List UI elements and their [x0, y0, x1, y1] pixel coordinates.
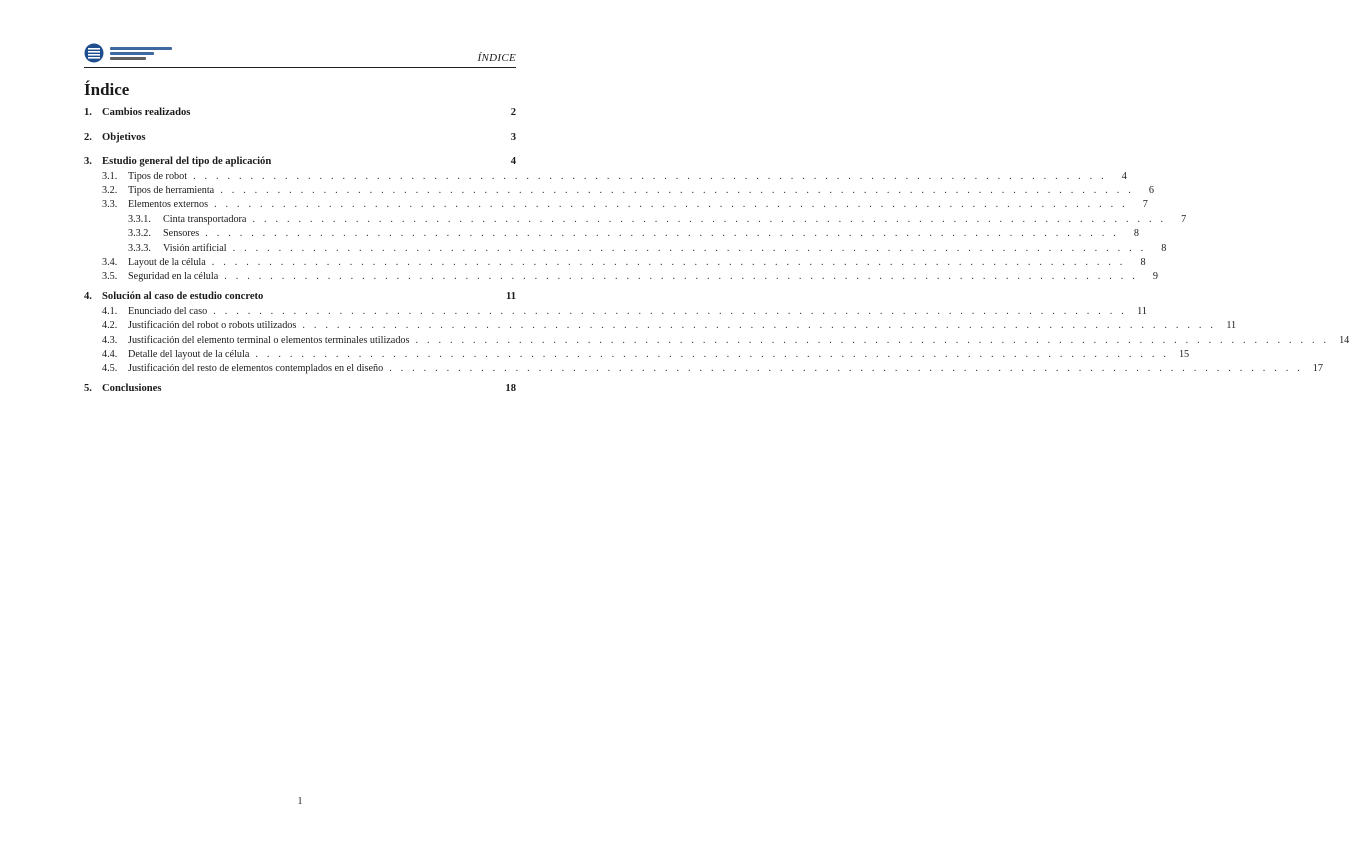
running-head: ÍNDICE	[477, 52, 516, 64]
toc-entry-page: 7	[1142, 199, 1148, 211]
toc-entry-number: 3.3.	[102, 199, 118, 211]
toc-entry-title[interactable]: Sensores	[163, 228, 200, 240]
page-header	[84, 42, 516, 66]
toc-entry-title[interactable]: Cambios realizados	[102, 107, 191, 118]
toc-entry-title[interactable]: Tipos de herramienta	[128, 184, 215, 196]
toc-entry-number: 4.2.	[102, 320, 118, 332]
toc-entry-page: 2	[510, 107, 516, 118]
toc-entry-page: 18	[505, 383, 516, 395]
toc-entry-page: 7	[1181, 213, 1187, 225]
toc-leader-dots: . . . . . . . . . . . . . . . . . . . . . . . . . . . . . . . . . . . . . . . . . . . . . . . . . . . . . . . . . . . . . . . . . . . . . . . . . . . . . . . .	[211, 256, 1126, 268]
toc-entry-number: 5.	[84, 383, 92, 395]
toc-entry-number: 3.3.3.	[128, 242, 151, 254]
toc-leader-dots: . . . . . . . . . . . . . . . . . . . . . . . . . . . . . . . . . . . . . . . . . . . . . . . . . . . . . . . . . . . . . . . . . . . . . . . . . . . . . . . .	[232, 242, 1147, 254]
toc-entry-title[interactable]: Tipos de robot	[128, 170, 188, 182]
toc-section-entry[interactable]	[84, 320, 1237, 332]
toc-leader-dots: . . . . . . . . . . . . . . . . . . . . . . . . . . . . . . . . . . . . . . . . . . . . . . . . . . . . . . . . . . . . . . . . . . . . . . . . . . . . . . . .	[389, 363, 1303, 375]
toc-leader-dots: . . . . . . . . . . . . . . . . . . . . . . . . . . . . . . . . . . . . . . . . . . . . . . . . . . . . . . . . . . . . . . . . . . . . . . . . . . . . . . . .	[224, 271, 1139, 283]
toc-entry-number: 4.4.	[102, 349, 118, 360]
toc-section-entry[interactable]	[84, 271, 1159, 283]
toc-entry-title[interactable]: Justificación del elemento terminal o elementos terminales utilizados	[128, 334, 410, 346]
toc-leader-dots: . . . . . . . . . . . . . . . . . . . . . . . . . . . . . . . . . . . . . . . . . . . . . . . . . . . . . . . . . . . . . . . . . . . . . . . . . . . . . . . .	[205, 228, 1119, 240]
toc-leader-dots: . . . . . . . . . . . . . . . . . . . . . . . . . . . . . . . . . . . . . . . . . . . . . . . . . . . . . . . . . . . . . . . . . . . . . . . . . . . . . . . .	[213, 305, 1127, 317]
toc-entry-page: 17	[1312, 363, 1323, 375]
university-logo	[84, 42, 194, 64]
toc-entry-title[interactable]: Solución al caso de estudio concreto	[102, 291, 264, 303]
toc-entry-number: 3.3.1.	[128, 213, 151, 225]
toc-entry-title[interactable]: Elementos externos	[128, 199, 209, 211]
toc-entry-number: 3.5.	[102, 271, 118, 283]
toc-entry-title[interactable]: Seguridad en la célula	[128, 271, 219, 283]
toc-entry-number: 4.	[84, 291, 92, 303]
toc-entry-page: 8	[1140, 256, 1146, 268]
toc-entry-title[interactable]: Estudio general del tipo de aplicación	[102, 156, 272, 167]
toc-section-entry[interactable]	[84, 363, 1323, 375]
toc-entry-title[interactable]: Justificación del resto de elementos contemplados en el diseño	[128, 363, 384, 375]
toc-chapter-entry[interactable]	[84, 383, 516, 394]
toc-entry-title[interactable]: Conclusiones	[102, 383, 162, 395]
toc-leader-dots: . . . . . . . . . . . . . . . . . . . . . . . . . . . . . . . . . . . . . . . . . . . . . . . . . . . . . . . . . . . . . . . . . . . . . . . . . . . . . . . .	[193, 170, 1107, 182]
toc-chapter-entry[interactable]	[84, 132, 516, 143]
toc-section-entry[interactable]	[84, 349, 1190, 360]
toc-entry-number: 3.4.	[102, 256, 118, 268]
toc-entry-number: 4.1.	[102, 305, 118, 317]
university-logo-icon	[84, 43, 104, 63]
toc-entry-page: 4	[1121, 170, 1127, 182]
toc-section-entry[interactable]	[84, 184, 1154, 196]
toc-entry-page: 14	[1339, 334, 1349, 346]
page-number: 1	[297, 796, 303, 807]
toc-entry-number: 4.5.	[102, 363, 118, 375]
toc-leader-dots: . . . . . . . . . . . . . . . . . . . . . . . . . . . . . . . . . . . . . . . . . . . . . . . . . . . . . . . . . . . . . . . . . . . . . . . . . . . . . . . .	[220, 184, 1134, 196]
toc-chapter-entry[interactable]	[84, 156, 516, 167]
toc-entry-page: 4	[510, 156, 516, 167]
toc-section-entry[interactable]	[84, 242, 1167, 254]
toc-entry-title[interactable]: Visión artificial	[163, 242, 227, 254]
toc-section-entry[interactable]	[84, 199, 1148, 211]
toc-section-entry[interactable]	[84, 170, 1127, 182]
toc-leader-dots: . . . . . . . . . . . . . . . . . . . . . . . . . . . . . . . . . . . . . . . . . . . . . . . . . . . . . . . . . . . . . . . . . . . . . . . . . . . . . . . .	[302, 320, 1217, 332]
toc-entry-number: 1.	[84, 107, 92, 118]
toc-chapter-entry[interactable]	[84, 107, 516, 118]
toc-entry-page: 15	[1178, 349, 1190, 360]
toc-entry-title[interactable]: Justificación del robot o robots utilizados	[128, 320, 297, 332]
toc-section-entry[interactable]	[84, 228, 1139, 240]
toc-entry-number: 3.2.	[102, 184, 118, 196]
toc-entry-number: 3.3.2.	[128, 228, 151, 240]
toc-entry-page: 8	[1161, 242, 1167, 254]
toc-entry-page: 9	[1152, 271, 1159, 283]
toc-entry-page: 6	[1148, 184, 1154, 196]
toc-entry-number: 3.1.	[102, 170, 118, 182]
toc-leader-dots: . . . . . . . . . . . . . . . . . . . . . . . . . . . . . . . . . . . . . . . . . . . . . . . . . . . . . . . . . . . . . . . . . . . . . . . . . . . . . . . .	[252, 213, 1167, 225]
toc-entry-title[interactable]: Detalle del layout de la célula	[128, 349, 250, 360]
toc-entry-title[interactable]: Objetivos	[102, 131, 146, 143]
toc-entry-number: 3.	[84, 156, 92, 167]
header-rule	[84, 67, 516, 68]
toc-leader-dots: . . . . . . . . . . . . . . . . . . . . . . . . . . . . . . . . . . . . . . . . . . . . . . . . . . . . . . . . . . . . . . . . . . . . . . . . . . . . . . . .	[214, 199, 1128, 211]
toc-entry-page: 11	[1137, 305, 1147, 317]
toc-entry-title[interactable]: Cinta transportadora	[163, 213, 247, 225]
toc-entry-number: 4.3.	[102, 334, 118, 346]
toc-section-entry[interactable]	[84, 334, 1349, 346]
toc-entry-page: 11	[505, 291, 516, 303]
toc-entry-number: 2.	[84, 131, 92, 143]
toc-chapter-entry[interactable]	[84, 291, 516, 302]
toc-section-entry[interactable]	[84, 213, 1187, 225]
toc-title: Índice	[84, 80, 130, 99]
toc-entry-title[interactable]: Layout de la célula	[128, 256, 206, 268]
toc-leader-dots: . . . . . . . . . . . . . . . . . . . . . . . . . . . . . . . . . . . . . . . . . . . . . . . . . . . . . . . . . . . . . . . . . . . . . . . . . . . . . . . .	[255, 349, 1170, 360]
toc-entry-page: 3	[510, 131, 516, 143]
toc-entry-page: 11	[1226, 320, 1237, 332]
toc-entry-page: 8	[1133, 228, 1139, 240]
toc-entry-title[interactable]: Enunciado del caso	[128, 305, 208, 317]
toc-section-entry[interactable]	[84, 305, 1147, 317]
logo-wordmark	[110, 47, 172, 60]
toc-section-entry[interactable]	[84, 256, 1146, 268]
toc-leader-dots: . . . . . . . . . . . . . . . . . . . . . . . . . . . . . . . . . . . . . . . . . . . . . . . . . . . . . . . . . . . . . . . . . . . . . . . . . . . . . . . .	[415, 334, 1330, 346]
